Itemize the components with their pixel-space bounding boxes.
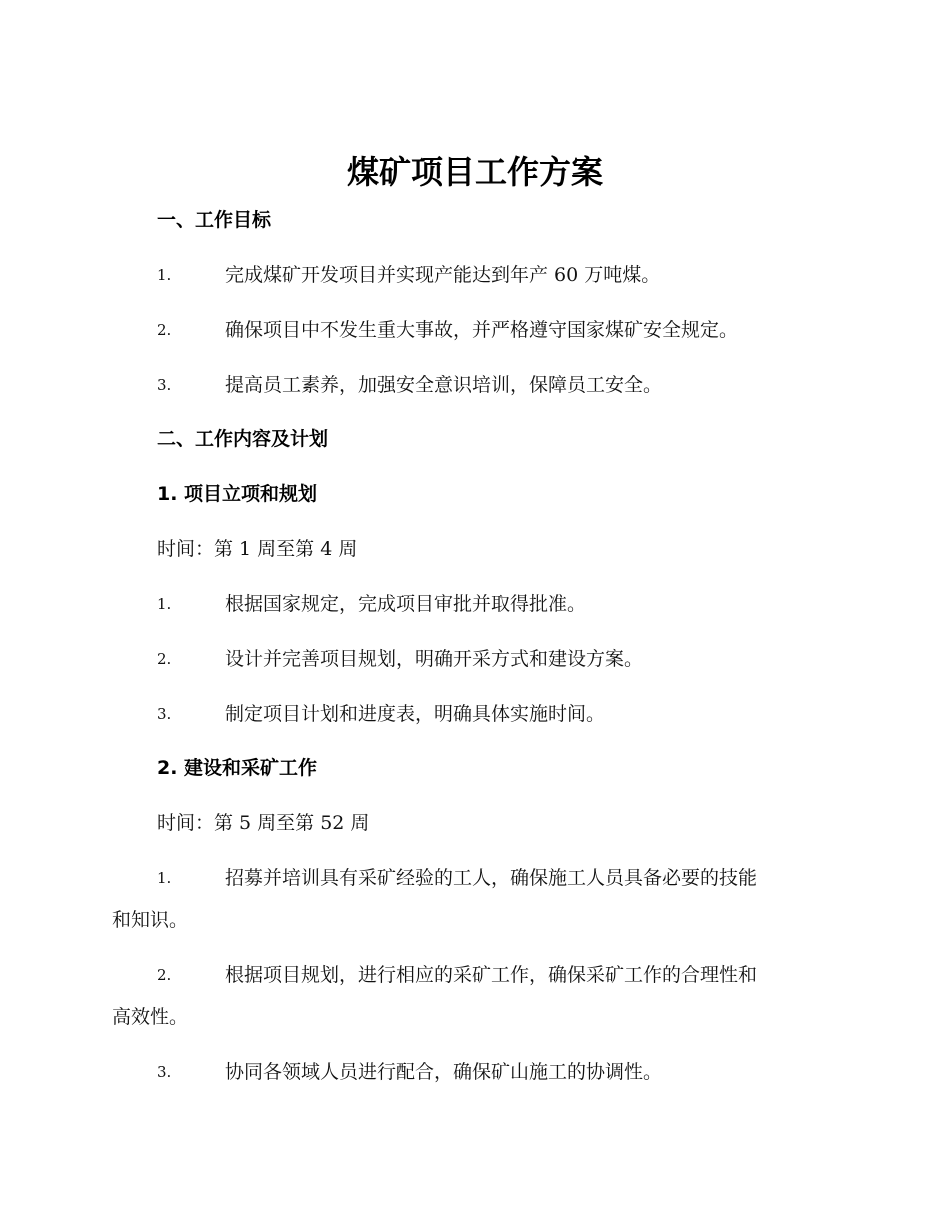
- list-item-text: 根据国家规定，完成项目审批并取得批准。: [225, 593, 587, 615]
- list-item-text: 招募并培训具有采矿经验的工人，确保施工人员具备必要的技能: [225, 867, 758, 889]
- list-item-number: 1.: [157, 266, 172, 284]
- list-item-text-continued: 和知识。: [112, 909, 189, 931]
- list-item-text: 提高员工素养，加强安全意识培训，保障员工安全。: [225, 374, 663, 396]
- schedule-time: 时间：第 1 周至第 4 周: [157, 538, 358, 560]
- list-item-number: 1.: [157, 595, 172, 613]
- schedule-time: 时间：第 5 周至第 52 周: [157, 812, 370, 834]
- subsection-heading-construction: 2. 建设和采矿工作: [157, 757, 318, 779]
- section-heading-content-plan: 二、工作内容及计划: [157, 428, 329, 450]
- list-item-text: 根据项目规划，进行相应的采矿工作，确保采矿工作的合理性和: [225, 964, 758, 986]
- list-item-number: 3.: [157, 705, 172, 723]
- list-item-number: 2.: [157, 966, 172, 984]
- list-item-text: 完成煤矿开发项目并实现产能达到年产 60 万吨煤。: [225, 264, 661, 286]
- section-heading-goals: 一、工作目标: [157, 209, 272, 231]
- list-item-text: 制定项目计划和进度表，明确具体实施时间。: [225, 703, 606, 725]
- list-item-text: 确保项目中不发生重大事故，并严格遵守国家煤矿安全规定。: [225, 319, 739, 341]
- list-item-text: 设计并完善项目规划，明确开采方式和建设方案。: [225, 648, 644, 670]
- document-title: 煤矿项目工作方案: [346, 153, 603, 191]
- list-item-number: 3.: [157, 376, 172, 394]
- list-item-number: 1.: [157, 869, 172, 887]
- list-item-number: 3.: [157, 1063, 172, 1081]
- subsection-heading-planning: 1. 项目立项和规划: [157, 483, 318, 505]
- list-item-text-continued: 高效性。: [112, 1006, 189, 1028]
- list-item-number: 2.: [157, 650, 172, 668]
- list-item-number: 2.: [157, 321, 172, 339]
- list-item-text: 协同各领域人员进行配合，确保矿山施工的协调性。: [225, 1061, 663, 1083]
